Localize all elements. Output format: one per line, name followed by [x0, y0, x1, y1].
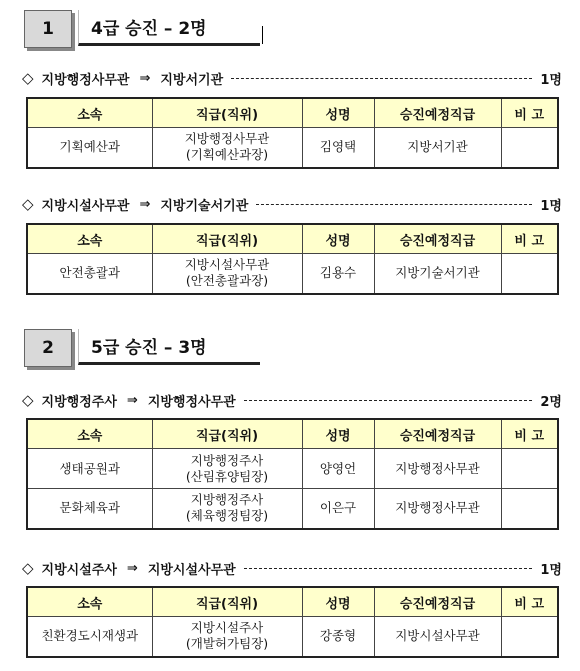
- from-rank: 지방행정사무관: [41, 72, 130, 88]
- column-header: 성명: [302, 587, 374, 617]
- position-title: (안전총괄과장): [185, 273, 269, 289]
- promotion-table: [26, 223, 559, 295]
- note-cell: [501, 617, 558, 657]
- dashed-leader: [244, 568, 533, 569]
- from-rank: 지방시설사무관: [41, 198, 130, 214]
- column-header: 승진예정직급: [374, 419, 501, 449]
- dept-cell: 기획예산과: [27, 128, 152, 168]
- column-header: 비 고: [501, 98, 558, 128]
- column-header: 소속: [27, 224, 152, 254]
- dashed-leader: [244, 400, 533, 401]
- arrow-icon: ⇒: [139, 196, 151, 212]
- column-header: 승진예정직급: [374, 98, 501, 128]
- column-header: 승진예정직급: [374, 587, 501, 617]
- headcount: 1명: [540, 72, 562, 88]
- promotion-line: [22, 390, 562, 410]
- target-rank-cell: 지방기술서기관: [374, 254, 501, 294]
- target-rank-cell: 지방서기관: [374, 128, 501, 168]
- arrow-icon: ⇒: [126, 560, 138, 576]
- arrow-icon: ⇒: [126, 392, 138, 408]
- name-cell: 김용수: [302, 254, 374, 294]
- position-title: (산림휴양팀장): [185, 468, 269, 484]
- rank-title: 지방행정주사: [190, 452, 264, 468]
- rank-cell: [152, 128, 302, 168]
- table-header-row: [27, 98, 558, 128]
- dept-cell: 친환경도시재생과: [27, 617, 152, 657]
- promotion-table: [26, 586, 559, 658]
- diamond-bullet-icon: ◇: [22, 559, 34, 577]
- note-cell: [501, 128, 558, 168]
- promotion-line: [22, 558, 562, 578]
- promotion-line: [22, 68, 562, 88]
- column-header: 직급(직위): [152, 587, 302, 617]
- table-header-row: [27, 224, 558, 254]
- table-row: [27, 254, 558, 294]
- position-title: (체육행정팀장): [185, 508, 269, 524]
- from-rank: 지방행정주사: [41, 394, 117, 410]
- rank-title: 지방시설주사: [190, 620, 264, 636]
- column-header: 직급(직위): [152, 98, 302, 128]
- table-header-row: [27, 587, 558, 617]
- column-header: 소속: [27, 419, 152, 449]
- name-cell: 김영택: [302, 128, 374, 168]
- column-header: 비 고: [501, 587, 558, 617]
- rank-cell: [152, 617, 302, 657]
- column-header: 직급(직위): [152, 224, 302, 254]
- rank-title: 지방시설사무관: [184, 257, 270, 273]
- diamond-bullet-icon: ◇: [22, 195, 34, 213]
- rank-title: 지방행정주사: [190, 492, 264, 508]
- table-row: [27, 128, 558, 168]
- section-title: 4급 승진 – 2명: [78, 10, 260, 46]
- section-number: 1: [24, 10, 72, 48]
- name-cell: 강종형: [302, 617, 374, 657]
- rank-title: 지방행정사무관: [184, 131, 270, 147]
- rank-cell: [152, 489, 302, 529]
- dept-cell: 문화체육과: [27, 489, 152, 529]
- text-cursor: [262, 26, 263, 44]
- note-cell: [501, 489, 558, 529]
- from-rank: 지방시설주사: [41, 562, 117, 578]
- headcount: 1명: [540, 198, 562, 214]
- column-header: 직급(직위): [152, 419, 302, 449]
- column-header: 성명: [302, 224, 374, 254]
- table-row: [27, 449, 558, 489]
- column-header: 승진예정직급: [374, 224, 501, 254]
- table-header-row: [27, 419, 558, 449]
- promotion-line: [22, 194, 562, 214]
- table-row: [27, 617, 558, 657]
- diamond-bullet-icon: ◇: [22, 391, 34, 409]
- promotion-table: [26, 418, 559, 530]
- promotion-table: [26, 97, 559, 169]
- position-title: (기획예산과장): [185, 147, 269, 163]
- to-rank: 지방행정사무관: [147, 394, 236, 410]
- target-rank-cell: 지방시설사무관: [374, 617, 501, 657]
- dashed-leader: [256, 204, 532, 205]
- headcount: 2명: [540, 394, 562, 410]
- column-header: 비 고: [501, 224, 558, 254]
- note-cell: [501, 254, 558, 294]
- target-rank-cell: 지방행정사무관: [374, 449, 501, 489]
- dept-cell: 안전총괄과: [27, 254, 152, 294]
- column-header: 성명: [302, 98, 374, 128]
- to-rank: 지방기술서기관: [160, 198, 249, 214]
- diamond-bullet-icon: ◇: [22, 69, 34, 87]
- dashed-leader: [231, 78, 532, 79]
- name-cell: 이은구: [302, 489, 374, 529]
- position-title: (개발허가팀장): [185, 636, 269, 652]
- name-cell: 양영언: [302, 449, 374, 489]
- section-header: [0, 10, 300, 48]
- section-header: [0, 329, 300, 367]
- dept-cell: 생태공원과: [27, 449, 152, 489]
- column-header: 비 고: [501, 419, 558, 449]
- section-title: 5급 승진 – 3명: [78, 329, 260, 365]
- note-cell: [501, 449, 558, 489]
- column-header: 소속: [27, 587, 152, 617]
- column-header: 소속: [27, 98, 152, 128]
- section-number: 2: [24, 329, 72, 367]
- to-rank: 지방서기관: [160, 72, 224, 88]
- table-row: [27, 489, 558, 529]
- column-header: 성명: [302, 419, 374, 449]
- target-rank-cell: 지방행정사무관: [374, 489, 501, 529]
- to-rank: 지방시설사무관: [147, 562, 236, 578]
- headcount: 1명: [540, 562, 562, 578]
- arrow-icon: ⇒: [139, 70, 151, 86]
- rank-cell: [152, 449, 302, 489]
- rank-cell: [152, 254, 302, 294]
